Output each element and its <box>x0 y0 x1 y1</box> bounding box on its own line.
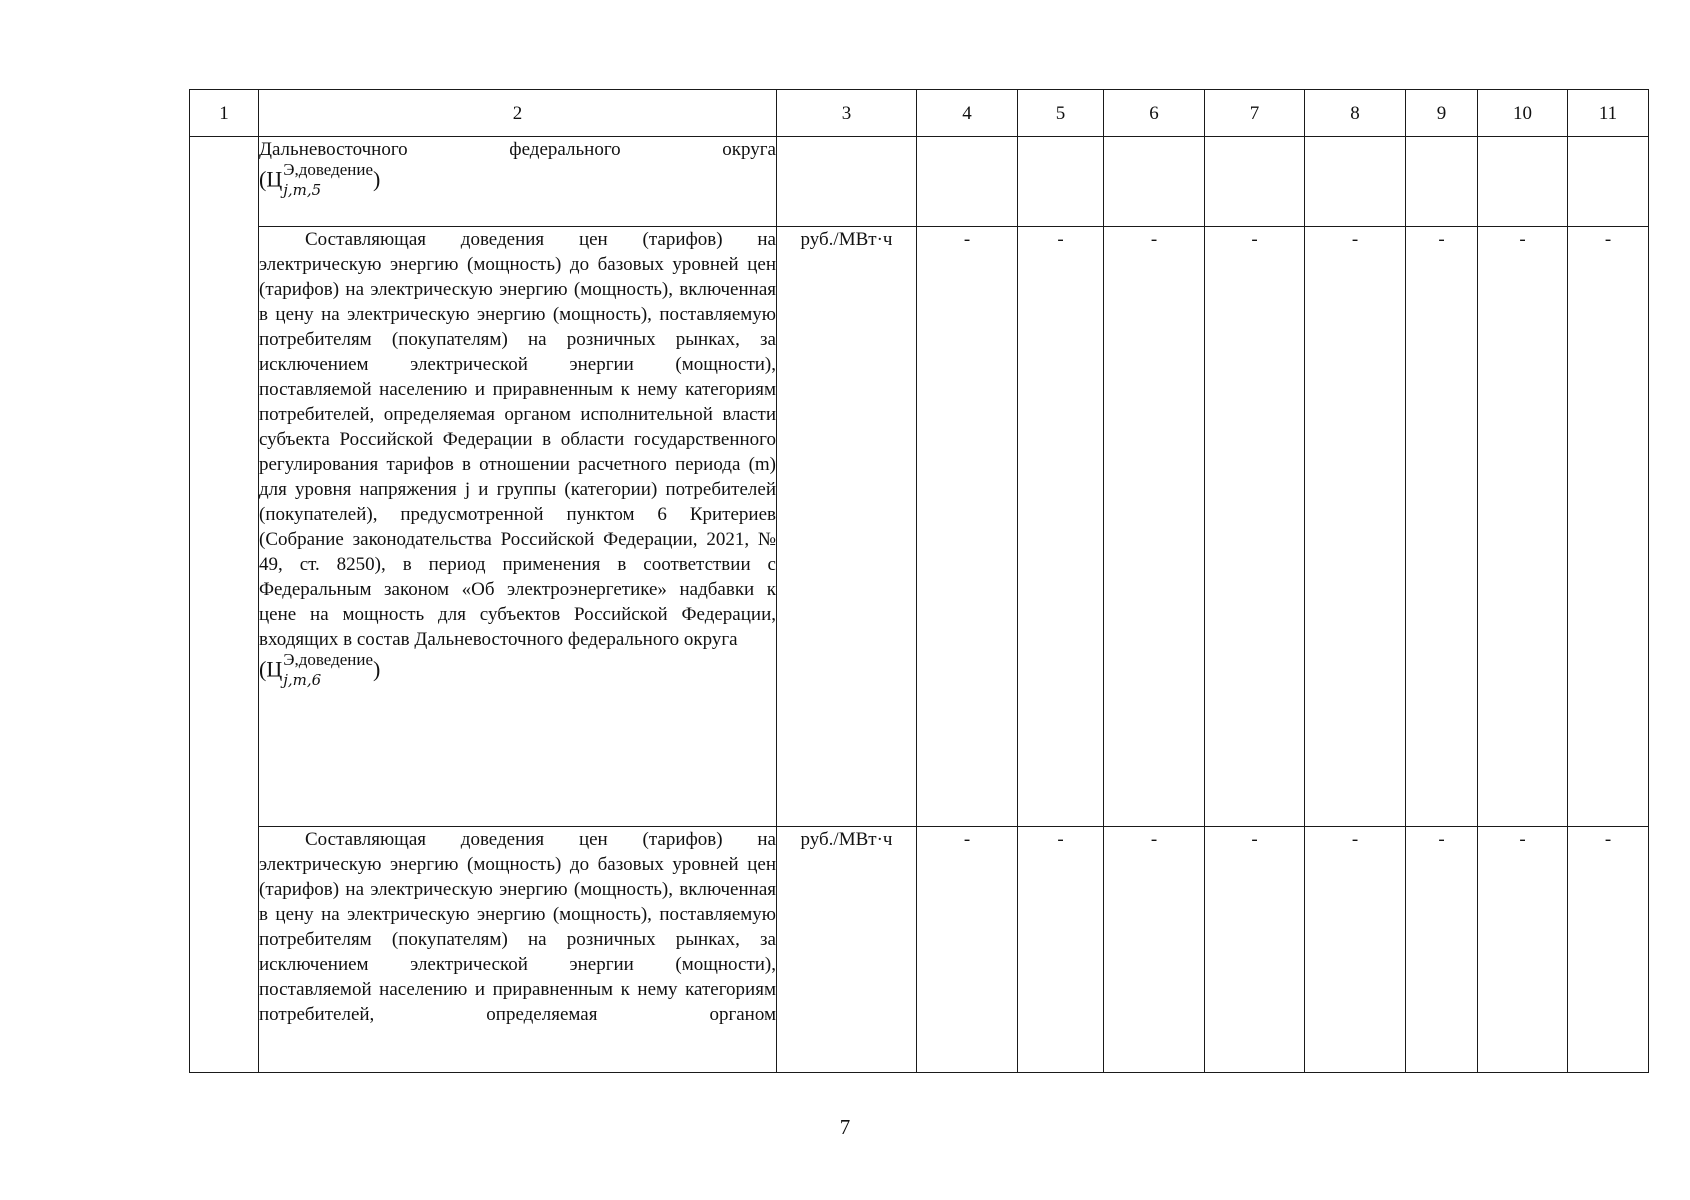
header-cell: 10 <box>1478 90 1568 137</box>
formula-subscript: j,m,6 <box>283 671 322 689</box>
description-cell <box>259 827 777 1073</box>
value-cell <box>917 137 1018 227</box>
description-text: Составляющая доведения цен (тарифов) на электрическую энергию (мощность) до базовых уровней цен (тарифов) на электрическую энергию (мощность), включенная в цену на электрическую энергию (мощность), поставляемую потребителям (покупателям) на розничных рынках, за исключением электрической энергии (мощности), поставляемой населению и приравненным к нему категориям потребителей, определяемая органом <box>259 829 776 1025</box>
row-number-cell <box>190 137 259 1073</box>
value-cell: - <box>1205 227 1305 827</box>
value-cell: - <box>1104 827 1205 1073</box>
value-cell: - <box>1018 827 1104 1073</box>
table-row <box>190 137 1649 227</box>
page-number: 7 <box>839 1115 851 1139</box>
header-cell: 5 <box>1018 90 1104 137</box>
formula <box>259 160 381 200</box>
value-cell: - <box>917 827 1018 1073</box>
header-cell: 4 <box>917 90 1018 137</box>
formula-superscript: Э,доведение <box>283 650 374 669</box>
value-cell: - <box>1104 227 1205 827</box>
formula-symbol: (Ц <box>259 166 283 192</box>
header-cell: 6 <box>1104 90 1205 137</box>
unit-cell <box>777 137 917 227</box>
value-cell <box>1478 137 1568 227</box>
formula-symbol: (Ц <box>259 656 283 682</box>
value-cell: - <box>1568 827 1649 1073</box>
formula-subscript: j,m,5 <box>283 181 322 199</box>
header-cell: 9 <box>1406 90 1478 137</box>
header-cell: 8 <box>1305 90 1406 137</box>
value-cell: - <box>1478 227 1568 827</box>
value-cell <box>1305 137 1406 227</box>
header-cell: 7 <box>1205 90 1305 137</box>
header-cell: 1 <box>190 90 259 137</box>
tariff-table <box>189 89 1649 1073</box>
value-cell: - <box>1305 827 1406 1073</box>
table-row <box>190 827 1649 1073</box>
value-cell: - <box>1478 827 1568 1073</box>
table-row <box>190 227 1649 827</box>
value-cell <box>1018 137 1104 227</box>
formula-superscript: Э,доведение <box>283 160 374 179</box>
formula <box>259 650 381 690</box>
header-cell: 11 <box>1568 90 1649 137</box>
value-cell: - <box>1018 227 1104 827</box>
value-cell <box>1104 137 1205 227</box>
description-text: Дальневосточного федерального округа <box>259 139 776 160</box>
value-cell: - <box>917 227 1018 827</box>
formula-close: ) <box>373 166 381 192</box>
unit-cell: руб./МВт·ч <box>777 227 917 827</box>
value-cell: - <box>1205 827 1305 1073</box>
value-cell: - <box>1568 227 1649 827</box>
unit-cell: руб./МВт·ч <box>777 827 917 1073</box>
description-text: Составляющая доведения цен (тарифов) на электрическую энергию (мощность) до базовых уровней цен (тарифов) на электрическую энергию (мощность), включенная в цену на электрическую энергию (мощность), поставляемую потребителям (покупателям) на розничных рынках, за исключением электрической энергии (мощности), поставляемой населению и приравненным к нему категориям потребителей, определяемая органом исполнительной власти субъекта Российской Федерации в области государственного регулирования тарифов в отношении расчетного периода (m) для уровня напряжения j и группы (категории) потребителей (покупателей), предусмотренной пунктом 6 Критериев (Собрание законодательства Российской Федерации, 2021, № 49, ст. 8250), в период применения в соответствии с Федеральным законом «Об электроэнергетике» надбавки к цене на мощность для субъектов Российской Федерации, входящих в состав Дальневосточного федерального округа <box>259 229 776 650</box>
header-cell: 3 <box>777 90 917 137</box>
description-cell <box>259 227 777 827</box>
value-cell <box>1406 137 1478 227</box>
header-cell: 2 <box>259 90 777 137</box>
value-cell: - <box>1305 227 1406 827</box>
formula-close: ) <box>373 656 381 682</box>
header-row <box>190 90 1649 137</box>
value-cell: - <box>1406 227 1478 827</box>
value-cell <box>1205 137 1305 227</box>
description-cell <box>259 137 777 227</box>
value-cell <box>1568 137 1649 227</box>
value-cell: - <box>1406 827 1478 1073</box>
